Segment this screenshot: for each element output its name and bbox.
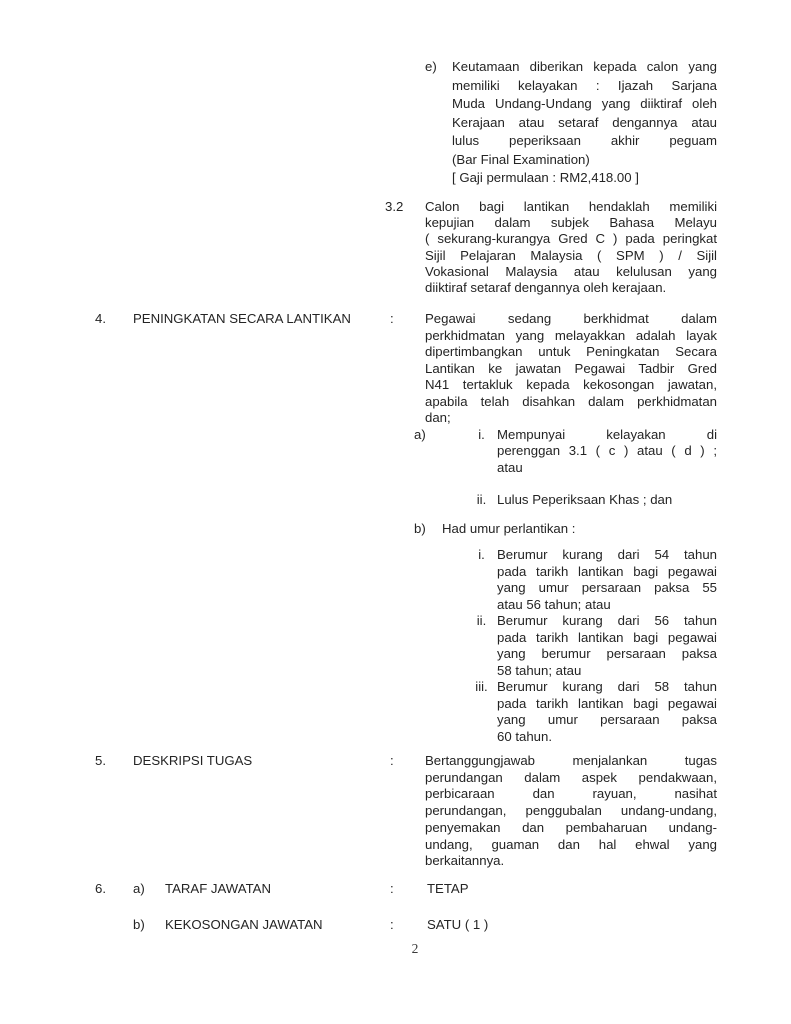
- text-line: berkaitannya.: [425, 853, 505, 869]
- text-line: dipertimbangkan untuk Peningkatan Secara: [425, 344, 717, 359]
- text-line: memiliki kelayakan : Ijazah Sarjana: [452, 77, 717, 93]
- text-line: apabila telah disahkan dalam perkhidmatan: [425, 393, 717, 409]
- sub-item-a-ii: [414, 492, 717, 509]
- section-6a-letter: a): [133, 881, 145, 896]
- text-line: dan;: [425, 410, 451, 425]
- text-line: [ Gaji permulaan : RM2,418.00 ]: [452, 170, 639, 185]
- clause-3-2-text: [425, 199, 717, 296]
- clause-e: [425, 58, 717, 188]
- text-line: N41 tertakluk kepada kekosongan jawatan,: [425, 377, 717, 392]
- text-line: lulus peperiksaan akhir peguam: [452, 133, 717, 148]
- section-6-number: 6.: [95, 881, 106, 896]
- list-item: [466, 547, 717, 613]
- list-item-text: [497, 679, 717, 745]
- text-line: perundangan, penggubalan undang-undang,: [425, 803, 717, 819]
- section-5-number: 5.: [95, 753, 106, 768]
- section-5-title: DESKRIPSI TUGAS: [133, 753, 253, 768]
- list-item-marker: ii.: [476, 613, 487, 628]
- text-line: Lantikan ke jawatan Pegawai Tadbir Gred: [425, 360, 717, 376]
- text-line: pada tarikh lantikan bagi pegawai: [497, 629, 717, 645]
- text-line: penyemakan dan pembaharuan undang-: [425, 819, 717, 835]
- text-line: pada tarikh lantikan bagi pegawai: [497, 695, 717, 711]
- text-line: Sijil Pelajaran Malaysia ( SPM ) / Sijil: [425, 247, 717, 263]
- text-line: kepujian dalam subjek Bahasa Melayu: [425, 215, 717, 231]
- section-6b-title: KEKOSONGAN JAWATAN: [165, 917, 323, 932]
- sub-item-b-label: Had umur perlantikan :: [442, 520, 576, 536]
- sub-item-b: [414, 521, 717, 538]
- clause-e-marker: e): [425, 59, 437, 74]
- list-item-text: [497, 547, 717, 613]
- clause-3-2-marker: 3.2: [385, 199, 404, 214]
- text-line: Kerajaan atau setaraf dengannya atau: [452, 114, 717, 130]
- text-line: diiktiraf setaraf dengannya oleh kerajaan.: [425, 280, 667, 296]
- text-line: Vokasional Malaysia atau kelulusan yang: [425, 263, 717, 279]
- section-4-number: 4.: [95, 311, 106, 326]
- section-4-body: [425, 311, 717, 427]
- section-4-title: PENINGKATAN SECARA LANTIKAN: [133, 311, 351, 326]
- sub-item-a-i: [414, 427, 717, 477]
- text-line: undang, guaman dan hal ehwal yang: [425, 836, 717, 852]
- text-line: Pegawai sedang berkhidmat dalam: [425, 311, 717, 326]
- section-4-content: [414, 311, 717, 745]
- text-line: Calon bagi lantikan hendaklah memiliki: [425, 199, 717, 214]
- text-line: 58 tahun; atau: [497, 662, 582, 678]
- section-4-colon: :: [390, 311, 394, 326]
- section-6a-colon: :: [390, 881, 394, 896]
- text-line: perkhidmatan yang melayakkan adalah layak: [425, 327, 717, 343]
- text-line: 60 tahun.: [497, 728, 552, 744]
- section-5-body: [425, 753, 717, 870]
- text-line: atau 56 tahun; atau: [497, 596, 611, 612]
- sub-item-a-i-marker: i.: [478, 426, 485, 442]
- page-number: 2: [411, 941, 419, 956]
- text-line: pada tarikh lantikan bagi pegawai: [497, 563, 717, 579]
- section-6b-letter: b): [133, 917, 145, 932]
- sub-item-a-marker: a): [414, 426, 426, 442]
- text-line: yang umur persaraan paksa: [497, 712, 717, 727]
- text-line: perenggan 3.1 ( c ) atau ( d ) ;: [497, 443, 717, 458]
- sub-item-b-list: [466, 547, 717, 745]
- section-6b-value: SATU ( 1 ): [427, 917, 489, 932]
- text-line: (Bar Final Examination): [452, 151, 590, 167]
- sub-item-a-ii-text: [497, 492, 717, 509]
- section-5-colon: :: [390, 753, 394, 768]
- clause-3-2: [385, 199, 717, 296]
- text-line: Muda Undang-Undang yang diiktiraf oleh: [452, 96, 717, 111]
- sub-item-a-ii-marker: ii.: [476, 492, 487, 507]
- text-line: Berumur kurang dari 54 tahun: [497, 547, 717, 562]
- text-line: perundangan dalam aspek pendakwaan,: [425, 769, 717, 785]
- text-line: Mempunyai kelayakan di: [497, 426, 717, 442]
- text-line: Berumur kurang dari 56 tahun: [497, 613, 717, 628]
- list-item: [466, 679, 717, 745]
- clause-e-text: [452, 58, 717, 188]
- text-line: yang berumur persaraan paksa: [497, 646, 717, 661]
- list-item-marker: i.: [478, 547, 485, 562]
- list-item-marker: iii.: [475, 679, 488, 694]
- text-line: perbicaraan dan rayuan, nasihat: [425, 786, 717, 802]
- sub-item-a-i-text: [497, 427, 717, 477]
- text-line: atau: [497, 459, 523, 475]
- text-line: ( sekurang-kurangya Gred C ) pada peringkat: [425, 231, 717, 247]
- list-item: [466, 613, 717, 679]
- text-line: Keutamaan diberikan kepada calon yang: [452, 59, 717, 74]
- section-6b-colon: :: [390, 917, 394, 932]
- text-line: Bertanggungjawab menjalankan tugas: [425, 753, 717, 768]
- section-6a-value: TETAP: [427, 881, 469, 896]
- section-6a-title: TARAF JAWATAN: [165, 881, 271, 896]
- text-line: Berumur kurang dari 58 tahun: [497, 679, 717, 694]
- sub-item-b-marker: b): [414, 520, 426, 536]
- list-item-text: [497, 613, 717, 679]
- text-line: yang umur persaraan paksa 55: [497, 580, 717, 595]
- text-line: Lulus Peperiksaan Khas ; dan: [497, 492, 673, 507]
